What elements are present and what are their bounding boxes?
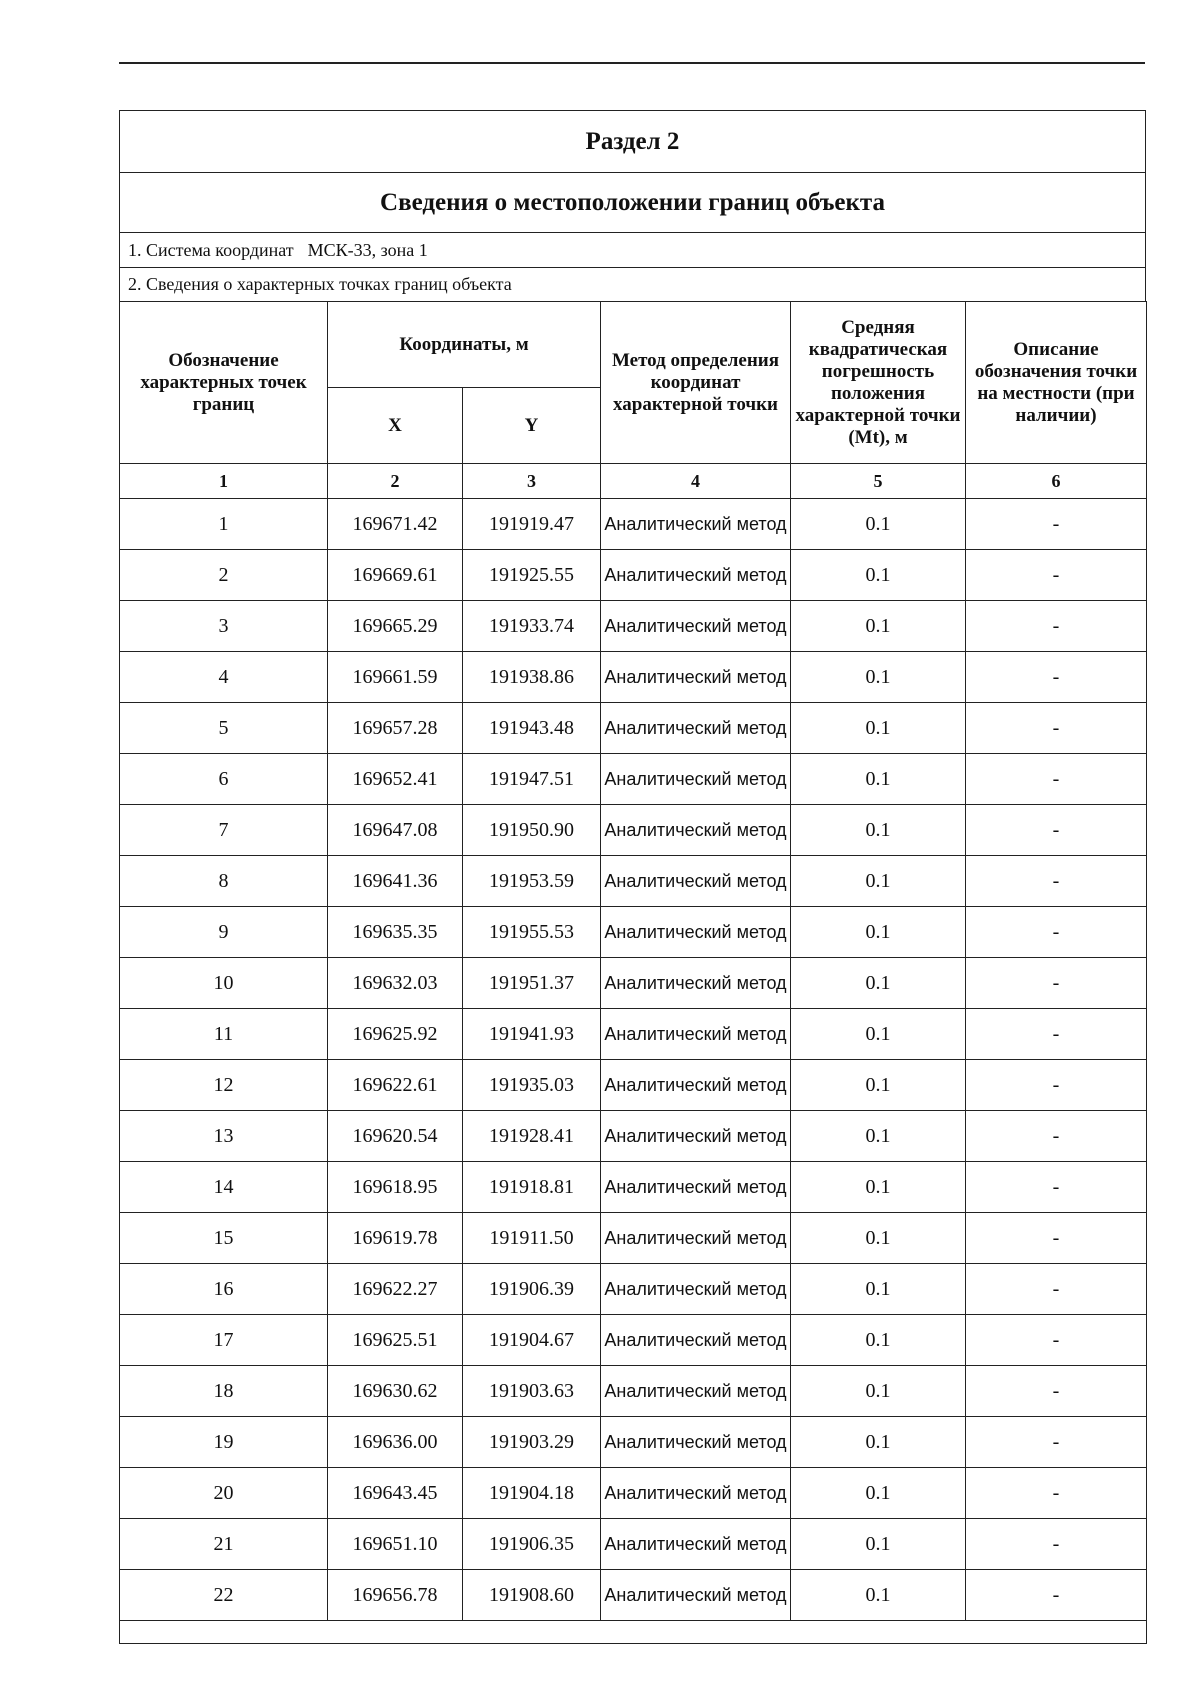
description-cell: - <box>966 754 1147 805</box>
column-number: 3 <box>463 464 601 499</box>
y-coordinate-cell: 191911.50 <box>463 1213 601 1264</box>
y-coordinate-cell: 191938.86 <box>463 652 601 703</box>
method-cell: Аналитический метод <box>601 1366 791 1417</box>
description-cell: - <box>966 1060 1147 1111</box>
header-y: Y <box>463 388 601 464</box>
top-rule <box>119 62 1145 64</box>
description-cell: - <box>966 1162 1147 1213</box>
description-cell: - <box>966 601 1147 652</box>
description-cell: - <box>966 1570 1147 1621</box>
description-cell: - <box>966 856 1147 907</box>
header-description: Описание обозначения точки на местности (при наличии) <box>966 302 1147 464</box>
y-coordinate-cell: 191903.63 <box>463 1366 601 1417</box>
header-method: Метод определения координат характерной точки <box>601 302 791 464</box>
mt-cell: 0.1 <box>791 550 966 601</box>
description-cell: - <box>966 1366 1147 1417</box>
x-coordinate-cell: 169618.95 <box>328 1162 463 1213</box>
header-error: Средняя квадратическая погрешность положения характерной точки (Mt), м <box>791 302 966 464</box>
description-cell: - <box>966 907 1147 958</box>
method-cell: Аналитический метод <box>601 907 791 958</box>
method-cell: Аналитический метод <box>601 1570 791 1621</box>
method-cell: Аналитический метод <box>601 1162 791 1213</box>
point-number-cell: 18 <box>120 1366 328 1417</box>
mt-cell: 0.1 <box>791 1417 966 1468</box>
x-coordinate-cell: 169661.59 <box>328 652 463 703</box>
description-cell: - <box>966 1315 1147 1366</box>
table-row <box>120 1162 1147 1213</box>
y-coordinate-cell: 191925.55 <box>463 550 601 601</box>
point-number-cell: 20 <box>120 1468 328 1519</box>
x-coordinate-cell: 169625.51 <box>328 1315 463 1366</box>
method-cell: Аналитический метод <box>601 1111 791 1162</box>
method-cell: Аналитический метод <box>601 856 791 907</box>
y-coordinate-cell: 191904.67 <box>463 1315 601 1366</box>
table-footer-cell <box>120 1621 1147 1644</box>
mt-cell: 0.1 <box>791 1213 966 1264</box>
point-number-cell: 19 <box>120 1417 328 1468</box>
table-row <box>120 1417 1147 1468</box>
point-number-cell: 6 <box>120 754 328 805</box>
y-coordinate-cell: 191950.90 <box>463 805 601 856</box>
header-x: X <box>328 388 463 464</box>
table-row <box>120 754 1147 805</box>
coord-system-value: МСК-33, зона 1 <box>307 239 428 260</box>
point-number-cell: 3 <box>120 601 328 652</box>
point-number-cell: 8 <box>120 856 328 907</box>
y-coordinate-cell: 191935.03 <box>463 1060 601 1111</box>
x-coordinate-cell: 169643.45 <box>328 1468 463 1519</box>
method-cell: Аналитический метод <box>601 550 791 601</box>
point-number-cell: 22 <box>120 1570 328 1621</box>
method-cell: Аналитический метод <box>601 1519 791 1570</box>
point-number-cell: 15 <box>120 1213 328 1264</box>
point-number-cell: 14 <box>120 1162 328 1213</box>
mt-cell: 0.1 <box>791 1009 966 1060</box>
x-coordinate-cell: 169652.41 <box>328 754 463 805</box>
table-row <box>120 499 1147 550</box>
method-cell: Аналитический метод <box>601 601 791 652</box>
point-number-cell: 17 <box>120 1315 328 1366</box>
table-row <box>120 1213 1147 1264</box>
y-coordinate-cell: 191955.53 <box>463 907 601 958</box>
table-row <box>120 550 1147 601</box>
point-number-cell: 10 <box>120 958 328 1009</box>
point-number-cell: 7 <box>120 805 328 856</box>
description-cell: - <box>966 1519 1147 1570</box>
description-cell: - <box>966 499 1147 550</box>
mt-cell: 0.1 <box>791 958 966 1009</box>
table-footer-row <box>120 1621 1147 1644</box>
boundary-points-table <box>119 301 1147 1644</box>
point-number-cell: 2 <box>120 550 328 601</box>
coord-system-line <box>119 232 1146 267</box>
table-row <box>120 805 1147 856</box>
mt-cell: 0.1 <box>791 499 966 550</box>
mt-cell: 0.1 <box>791 1315 966 1366</box>
x-coordinate-cell: 169630.62 <box>328 1366 463 1417</box>
point-number-cell: 16 <box>120 1264 328 1315</box>
point-number-cell: 9 <box>120 907 328 958</box>
x-coordinate-cell: 169651.10 <box>328 1519 463 1570</box>
point-number-cell: 11 <box>120 1009 328 1060</box>
column-number: 6 <box>966 464 1147 499</box>
header-coordinates: Координаты, м <box>328 302 601 388</box>
table-row <box>120 1009 1147 1060</box>
column-number: 5 <box>791 464 966 499</box>
y-coordinate-cell: 191908.60 <box>463 1570 601 1621</box>
description-cell: - <box>966 1111 1147 1162</box>
x-coordinate-cell: 169665.29 <box>328 601 463 652</box>
description-cell: - <box>966 805 1147 856</box>
table-row <box>120 703 1147 754</box>
x-coordinate-cell: 169635.35 <box>328 907 463 958</box>
mt-cell: 0.1 <box>791 1264 966 1315</box>
method-cell: Аналитический метод <box>601 1009 791 1060</box>
table-row <box>120 1366 1147 1417</box>
point-number-cell: 5 <box>120 703 328 754</box>
x-coordinate-cell: 169625.92 <box>328 1009 463 1060</box>
y-coordinate-cell: 191906.39 <box>463 1264 601 1315</box>
mt-cell: 0.1 <box>791 1111 966 1162</box>
column-number: 2 <box>328 464 463 499</box>
table-row <box>120 1570 1147 1621</box>
y-coordinate-cell: 191943.48 <box>463 703 601 754</box>
x-coordinate-cell: 169636.00 <box>328 1417 463 1468</box>
column-number-row <box>120 464 1147 499</box>
y-coordinate-cell: 191906.35 <box>463 1519 601 1570</box>
method-cell: Аналитический метод <box>601 1417 791 1468</box>
header-designation: Обозначение характерных точек границ <box>120 302 328 464</box>
description-cell: - <box>966 1213 1147 1264</box>
x-coordinate-cell: 169647.08 <box>328 805 463 856</box>
table-row <box>120 601 1147 652</box>
x-coordinate-cell: 169620.54 <box>328 1111 463 1162</box>
table-row <box>120 958 1147 1009</box>
method-cell: Аналитический метод <box>601 1213 791 1264</box>
method-cell: Аналитический метод <box>601 805 791 856</box>
point-number-cell: 12 <box>120 1060 328 1111</box>
mt-cell: 0.1 <box>791 601 966 652</box>
mt-cell: 0.1 <box>791 1570 966 1621</box>
table-row <box>120 1060 1147 1111</box>
y-coordinate-cell: 191903.29 <box>463 1417 601 1468</box>
point-number-cell: 1 <box>120 499 328 550</box>
point-number-cell: 13 <box>120 1111 328 1162</box>
method-cell: Аналитический метод <box>601 754 791 805</box>
section-title: Раздел 2 <box>119 110 1146 172</box>
section-frame <box>119 110 1146 1644</box>
mt-cell: 0.1 <box>791 805 966 856</box>
method-cell: Аналитический метод <box>601 1264 791 1315</box>
description-cell: - <box>966 1468 1147 1519</box>
mt-cell: 0.1 <box>791 1468 966 1519</box>
x-coordinate-cell: 169641.36 <box>328 856 463 907</box>
method-cell: Аналитический метод <box>601 1315 791 1366</box>
y-coordinate-cell: 191933.74 <box>463 601 601 652</box>
method-cell: Аналитический метод <box>601 1468 791 1519</box>
table-row <box>120 652 1147 703</box>
method-cell: Аналитический метод <box>601 652 791 703</box>
x-coordinate-cell: 169657.28 <box>328 703 463 754</box>
description-cell: - <box>966 703 1147 754</box>
table-row <box>120 1111 1147 1162</box>
method-cell: Аналитический метод <box>601 958 791 1009</box>
y-coordinate-cell: 191953.59 <box>463 856 601 907</box>
mt-cell: 0.1 <box>791 652 966 703</box>
column-number: 4 <box>601 464 791 499</box>
x-coordinate-cell: 169622.61 <box>328 1060 463 1111</box>
x-coordinate-cell: 169622.27 <box>328 1264 463 1315</box>
method-cell: Аналитический метод <box>601 1060 791 1111</box>
coord-system-label: 1. Система координат <box>128 239 294 260</box>
table-row <box>120 1468 1147 1519</box>
y-coordinate-cell: 191919.47 <box>463 499 601 550</box>
mt-cell: 0.1 <box>791 1162 966 1213</box>
description-cell: - <box>966 550 1147 601</box>
table-row <box>120 907 1147 958</box>
y-coordinate-cell: 191928.41 <box>463 1111 601 1162</box>
point-number-cell: 21 <box>120 1519 328 1570</box>
mt-cell: 0.1 <box>791 703 966 754</box>
y-coordinate-cell: 191918.81 <box>463 1162 601 1213</box>
x-coordinate-cell: 169656.78 <box>328 1570 463 1621</box>
point-number-cell: 4 <box>120 652 328 703</box>
description-cell: - <box>966 652 1147 703</box>
x-coordinate-cell: 169619.78 <box>328 1213 463 1264</box>
mt-cell: 0.1 <box>791 1366 966 1417</box>
y-coordinate-cell: 191951.37 <box>463 958 601 1009</box>
mt-cell: 0.1 <box>791 907 966 958</box>
mt-cell: 0.1 <box>791 856 966 907</box>
table-row <box>120 1315 1147 1366</box>
y-coordinate-cell: 191904.18 <box>463 1468 601 1519</box>
x-coordinate-cell: 169669.61 <box>328 550 463 601</box>
description-cell: - <box>966 1009 1147 1060</box>
table-row <box>120 1519 1147 1570</box>
table-row <box>120 856 1147 907</box>
description-cell: - <box>966 958 1147 1009</box>
y-coordinate-cell: 191947.51 <box>463 754 601 805</box>
x-coordinate-cell: 169632.03 <box>328 958 463 1009</box>
x-coordinate-cell: 169671.42 <box>328 499 463 550</box>
points-label: 2. Сведения о характерных точках границ объекта <box>119 267 1146 301</box>
mt-cell: 0.1 <box>791 754 966 805</box>
mt-cell: 0.1 <box>791 1519 966 1570</box>
section-subtitle: Сведения о местоположении границ объекта <box>119 172 1146 232</box>
description-cell: - <box>966 1417 1147 1468</box>
mt-cell: 0.1 <box>791 1060 966 1111</box>
description-cell: - <box>966 1264 1147 1315</box>
table-row <box>120 1264 1147 1315</box>
y-coordinate-cell: 191941.93 <box>463 1009 601 1060</box>
method-cell: Аналитический метод <box>601 703 791 754</box>
method-cell: Аналитический метод <box>601 499 791 550</box>
column-number: 1 <box>120 464 328 499</box>
